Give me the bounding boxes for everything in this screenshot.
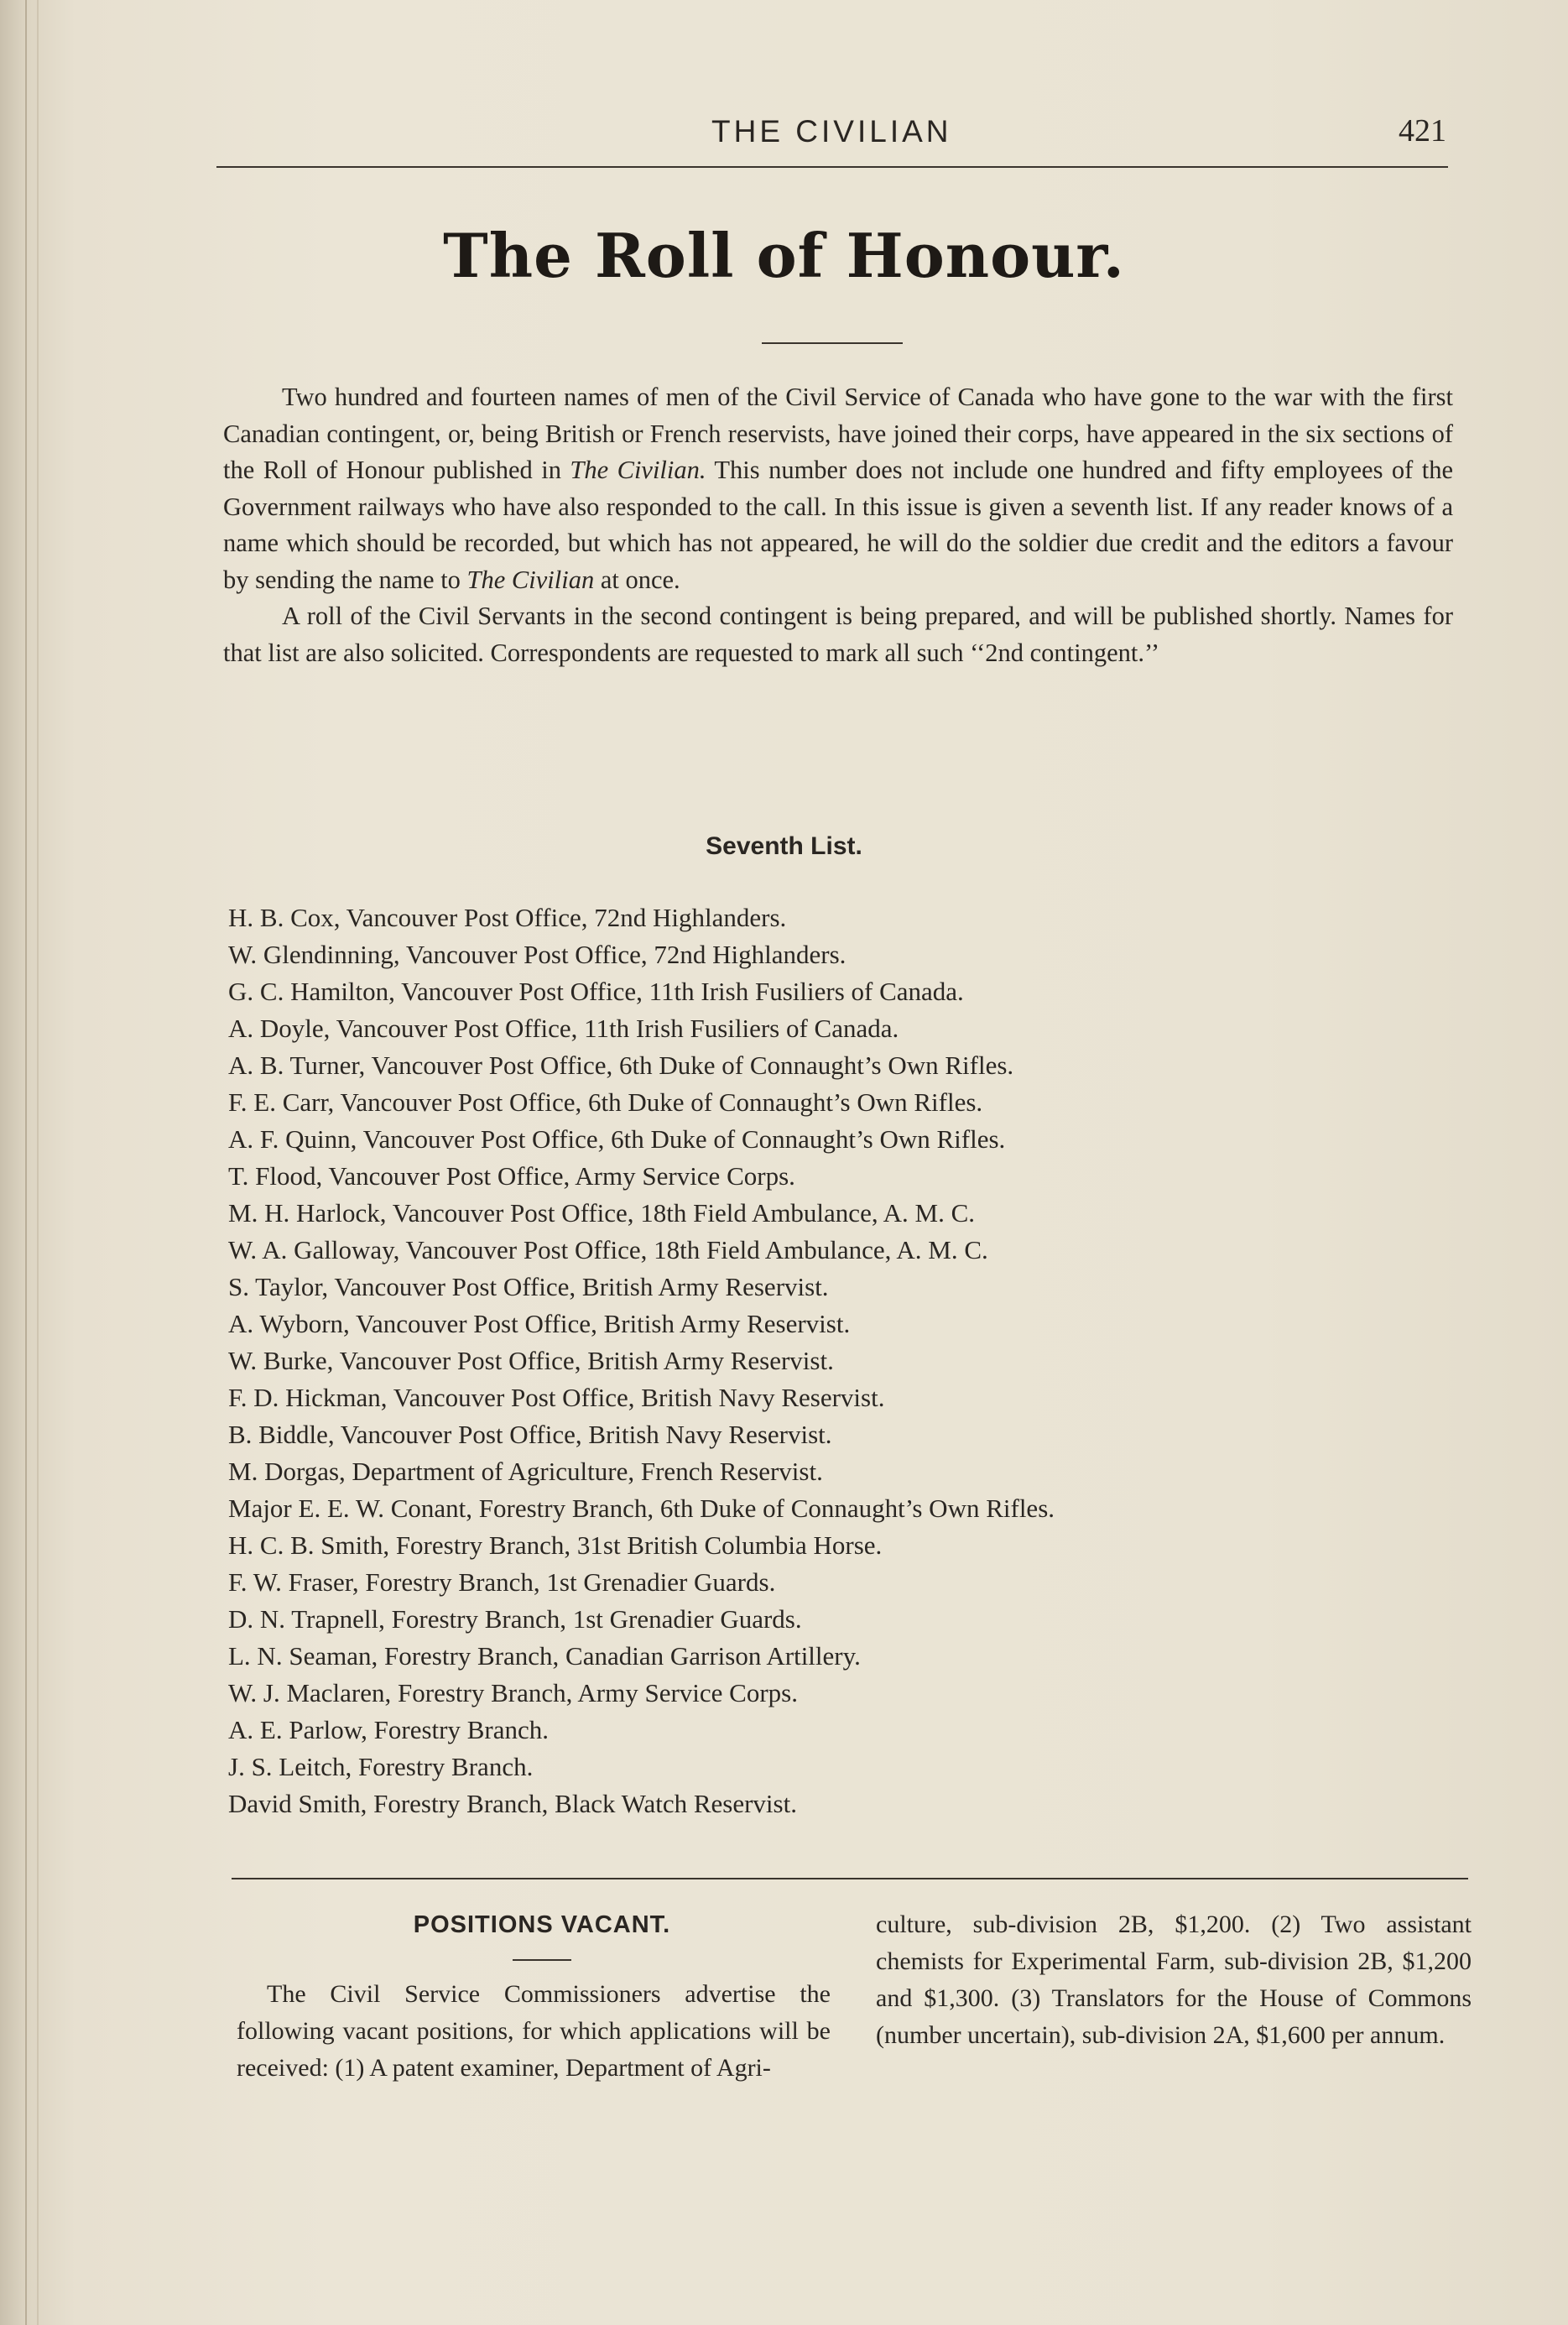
heading-rule: [513, 1959, 571, 1961]
positions-right-column: [876, 1906, 1472, 2054]
list-item: H. C. B. Smith, Forestry Branch, 31st British Columbia Horse.: [228, 1530, 883, 1560]
list-item: F. E. Carr, Vancouver Post Office, 6th Duke of Connaught’s Own Rifles.: [228, 1087, 983, 1117]
list-item: A. F. Quinn, Vancouver Post Office, 6th Duke of Connaught’s Own Rifles.: [228, 1124, 1006, 1154]
running-title: THE CIVILIAN: [711, 114, 952, 149]
list-item: G. C. Hamilton, Vancouver Post Office, 11th Irish Fusiliers of Canada.: [228, 977, 964, 1006]
positions-left-column: [237, 1911, 831, 2087]
roll-list: [228, 899, 1453, 1822]
list-item: A. B. Turner, Vancouver Post Office, 6th Duke of Connaught’s Own Rifles.: [228, 1050, 1014, 1080]
header-rule: [216, 166, 1448, 168]
publication-name: The Civilian.: [570, 456, 706, 484]
positions-heading: POSITIONS VACANT.: [413, 1911, 671, 1938]
list-item: T. Flood, Vancouver Post Office, Army Service Corps.: [228, 1161, 795, 1191]
list-item: W. A. Galloway, Vancouver Post Office, 18th Field Ambulance, A. M. C.: [228, 1235, 988, 1264]
list-item: J. S. Leitch, Forestry Branch.: [228, 1752, 534, 1781]
section-divider: [232, 1878, 1468, 1879]
list-item: David Smith, Forestry Branch, Black Watch Reservist.: [228, 1789, 797, 1818]
list-heading: Seventh List.: [706, 832, 862, 860]
intro-text-part: at once.: [594, 565, 680, 594]
list-item: W. J. Maclaren, Forestry Branch, Army Service Corps.: [228, 1678, 798, 1707]
list-item: W. Glendinning, Vancouver Post Office, 72nd Highlanders.: [228, 940, 847, 969]
list-item: B. Biddle, Vancouver Post Office, British Navy Reservist.: [228, 1420, 832, 1449]
list-item: M. H. Harlock, Vancouver Post Office, 18th Field Ambulance, A. M. C.: [228, 1198, 975, 1228]
title-rule: [762, 342, 903, 344]
intro-paragraph-1: [223, 379, 1453, 598]
list-item: S. Taylor, Vancouver Post Office, British Army Reservist.: [228, 1272, 829, 1301]
list-item: F. D. Hickman, Vancouver Post Office, British Navy Reservist.: [228, 1383, 885, 1412]
list-item: D. N. Trapnell, Forestry Branch, 1st Grenadier Guards.: [228, 1604, 802, 1634]
list-item: Major E. E. W. Conant, Forestry Branch, 6th Duke of Connaught’s Own Rifles.: [228, 1494, 1055, 1523]
list-item: M. Dorgas, Department of Agriculture, French Reservist.: [228, 1457, 823, 1486]
list-item: H. B. Cox, Vancouver Post Office, 72nd Highlanders.: [228, 903, 787, 932]
intro-text-part: This number does not include one hundred and fifty employees of the Government railways who have also responded to the call. In this issue is given a seventh list. If any reader knows of a name which should be recorded, but which has not appeared, he will do the soldier due credit and the editors a favour by sending the name to: [223, 456, 1453, 594]
list-item: A. Doyle, Vancouver Post Office, 11th Irish Fusiliers of Canada.: [228, 1014, 899, 1043]
binding-edge-inner: [37, 0, 39, 2325]
running-header: [216, 109, 1448, 151]
page-title: The Roll of Honour.: [443, 220, 1125, 291]
page-number: 421: [1399, 113, 1446, 149]
publication-name: The Civilian: [466, 565, 595, 594]
intro-text-part: Two hundred and fourteen names of men of the Civil Service of Canada who have gone to the war with the first Canadian contingent, or, being British or French reservists, have joined their corps, have appeared in the six sections of the Roll of Honour published in: [223, 383, 1453, 484]
binding-edge: [25, 0, 27, 2325]
list-item: L. N. Seaman, Forestry Branch, Canadian Garrison Artillery.: [228, 1641, 861, 1671]
intro-text: [223, 379, 1453, 671]
positions-text-right: culture, sub-division 2B, $1,200. (2) Two assistant chemists for Experimental Farm, sub-division 2B, $1,200 and $1,300. (3) Translators for the House of Commons (number uncertain), sub-division 2A, $1,600 per annum.: [876, 1911, 1472, 2049]
positions-text-left: The Civil Service Commissioners advertise the following vacant positions, for which applications will be received: (1) A patent examiner, Department of Agri-: [237, 1980, 831, 2082]
list-item: A. E. Parlow, Forestry Branch.: [228, 1715, 549, 1744]
intro-paragraph-2: A roll of the Civil Servants in the second contingent is being prepared, and will be published shortly. Names for that list are also solicited. Correspondents are requested to mark all such ‘‘2nd contingent.’’: [223, 602, 1453, 667]
list-item: W. Burke, Vancouver Post Office, British Army Reservist.: [228, 1346, 834, 1375]
list-item: F. W. Fraser, Forestry Branch, 1st Grenadier Guards.: [228, 1567, 776, 1597]
list-item: A. Wyborn, Vancouver Post Office, British Army Reservist.: [228, 1309, 851, 1338]
